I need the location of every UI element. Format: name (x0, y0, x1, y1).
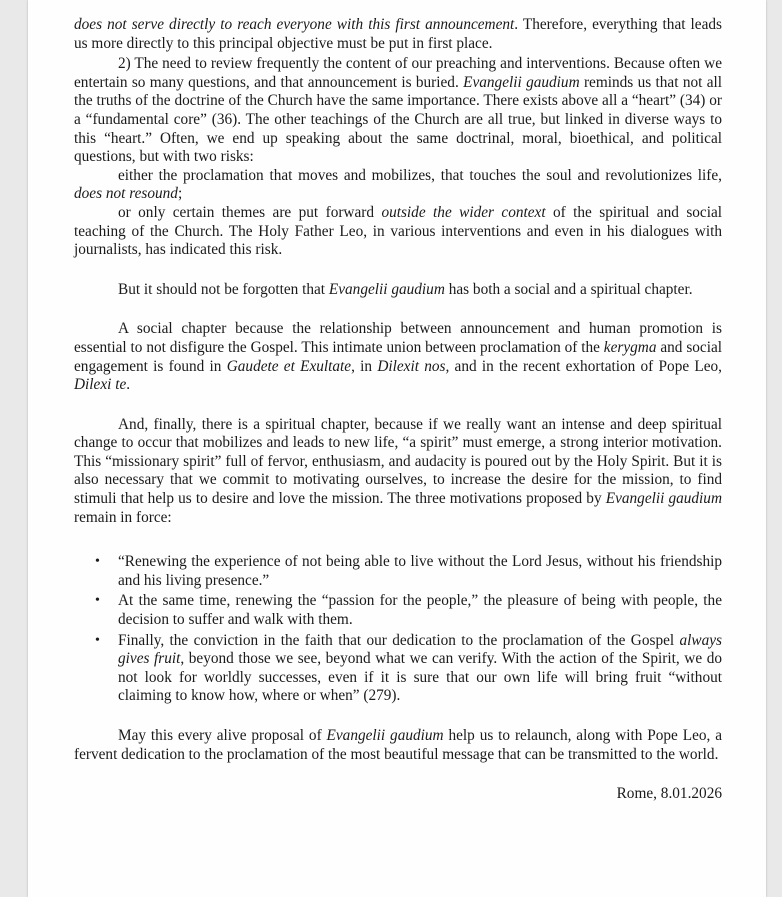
paragraph-7: And, finally, there is a spiritual chapter, because if we really want an intense and deep spiritual change to occur that mobilizes and leads to new life, “a spirit” must emerge, a strong interior motivation. This “missionary spirit” full of fervor, enthusiasm, and audacity is poured out by the Holy Spirit. But it is also necessary that we commit to motivating ourselves, to increase the desire for the mission, to find stimuli that help us to desire and love the mission. The three motivations proposed by Evangelii gaudium remain in force: (74, 415, 723, 526)
paragraph-4: or only certain themes are put forward outside the wider context of the spiritual and social teaching of the Church. The Holy Father Leo, in various interventions and even in his dialogues with journalists, has indicated this risk. (74, 203, 722, 259)
bullet-icon: • (95, 554, 100, 570)
list-item: • Finally, the conviction in the faith that our dedication to the proclamation of the Gospel always gives fruit, beyond those we see, beyond what we can verify. With the action of the Spirit, we do not look for worldly successes, even if it is sure that our own life will bring fruit “without claiming to know how, where or when” (279). (95, 631, 723, 705)
paragraph-2: 2) The need to review frequently the content of our preaching and interventions. Because often we entertain so many questions, and that announcement is buried. Evangelii gaudium reminds us that not all the truths of the doctrine of the Church have the same importance. There exists above all a “heart” (34) or a “fundamental core” (36). The other teachings of the Church are all true, but linked in diverse ways to this “heart.” Often, we end up speaking about the same doctrinal, moral, bioethical, and political questions, but with two risks: (74, 55, 722, 166)
list-item: • At the same time, renewing the “passion for the people,” the pleasure of being with people, the decision to suffer and walk with them. (95, 592, 722, 629)
paragraph-5: But it should not be forgotten that Evangelii gaudium has both a social and a spiritual chapter. (118, 280, 693, 298)
motivations-list (74, 553, 722, 706)
bullet-icon: • (95, 593, 100, 609)
document-page (28, 0, 766, 897)
document-body (74, 16, 722, 804)
list-item: • “Renewing the experience of not being able to live without the Lord Jesus, without his friendship and his living presence.” (95, 553, 722, 589)
paragraph-3: either the proclamation that moves and mobilizes, that touches the soul and revolutionizes life, does not resound; (74, 166, 722, 203)
signature-date: Rome, 8.01.2026 (616, 785, 722, 803)
paragraph-8: May this every alive proposal of Evangelii gaudium help us to relaunch, along with Pope Leo, a fervent dedication to the proclamation of the most beautiful message that can be transmitted to the world. (74, 727, 723, 763)
paragraph-1: does not serve directly to reach everyone with this first announcement. Therefore, everything that leads us more directly to this principal objective must be put in first place. (74, 16, 722, 52)
bullet-icon: • (95, 632, 100, 648)
paragraph-6: A social chapter because the relationship between announcement and human promotion is essential to not disfigure the Gospel. This intimate union between proclamation of the kerygma and social engagement is found in Gaudete et Exultate, in Dilexit nos, and in the recent exhortation of Pope Leo, Dilexi te. (74, 320, 722, 394)
